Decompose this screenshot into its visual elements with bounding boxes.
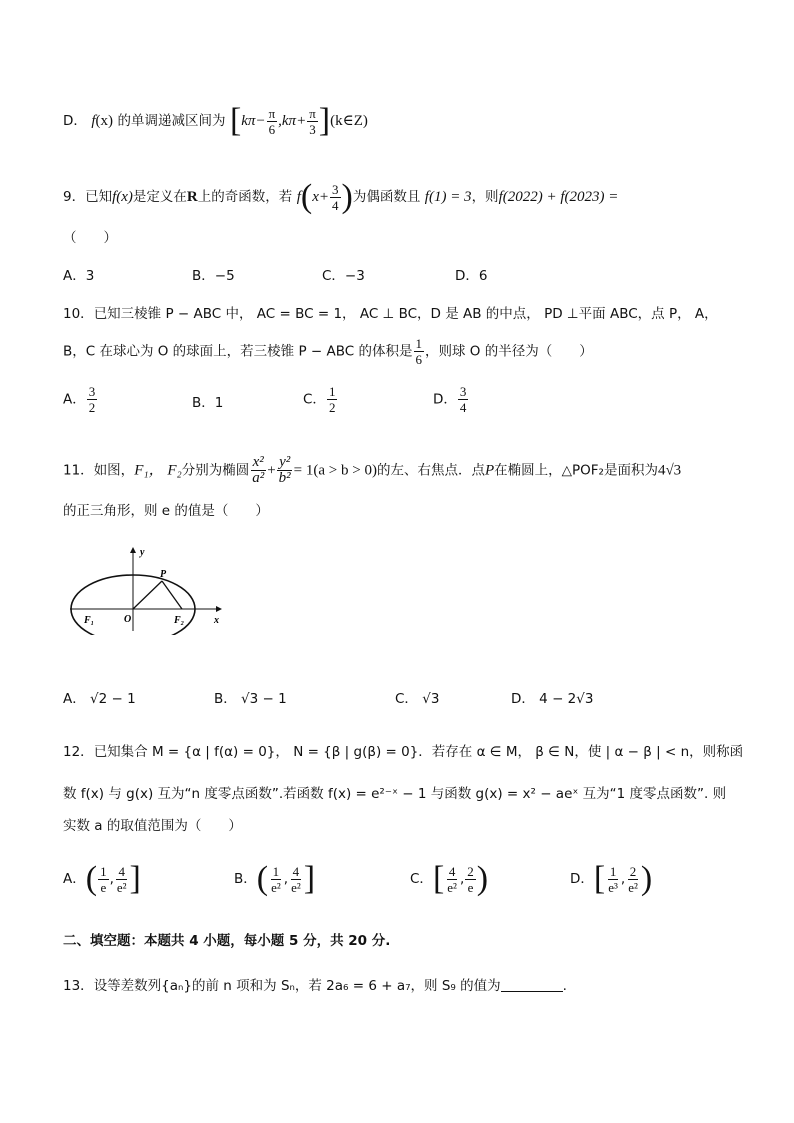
q11-option: D． 4 − 2√3 <box>511 691 594 707</box>
q12-line3: 实数 a 的取值范围为（ ） <box>63 818 242 834</box>
q10-line2: B，C 在球心为 O 的球面上，若三棱锥 P − ABC 的体积是 $\frac{1}{6}$ ，则球 O 的半径为（ ） <box>63 336 593 367</box>
q10-option-a: A． $\frac{3}{2}$ <box>63 384 96 415</box>
section-heading: 二、填空题：本题共 4 小题，每小题 5 分，共 20 分. <box>63 933 391 949</box>
q10-option-d: D． $\frac{3}{4}$ <box>433 384 467 415</box>
q9-option: C．−3 <box>322 268 365 284</box>
q11-option: A． √2 − 1 <box>63 691 136 707</box>
q10-line1: 10．已知三棱锥 P − ABC 中， AC = BC = 1， AC ⊥ BC，D 是 AB 的中点， PD ⊥平面 ABC，点 P， A， <box>63 306 718 322</box>
q11-line2: 的正三角形，则 e 的值是（ ） <box>63 503 269 519</box>
q12-option-d: D．[ $\frac{1}{\text{e³}}$ , $\frac{2}{\text{e²}}$ ) <box>570 860 653 897</box>
q12-option-b: B．( $\frac{1}{\text{e²}}$ , $\frac{4}{\text{e²}}$ ] <box>234 860 316 897</box>
fig-label-f2: F₂ <box>174 615 185 626</box>
q9-option: B．−5 <box>192 268 235 284</box>
q12-option-a: A．( $\frac{1}{e}$ , $\frac{4}{\text{e²}}$ ] <box>63 860 141 897</box>
q11-option: B． √3 − 1 <box>214 691 287 707</box>
q11-figure <box>66 545 226 635</box>
q12-line2: 数 f(x) 与 g(x) 互为“n 度零点函数”.若函数 f(x) = e²⁻ˣ − 1 与函数 g(x) = x² − aeˣ 互为“1 度零点函数”. 则 <box>63 786 727 802</box>
y-axis-arrow-icon <box>130 547 136 553</box>
q12-line1: 12．已知集合 M = {α | f(α) = 0}， N = {β | g(β) = 0}．若存在 α ∈ M， β ∈ N，使 | α − β | < n，则称函 <box>63 744 744 760</box>
q10-option-c: C． $\frac{1}{2}$ <box>303 384 336 415</box>
q12-option-c: C．[ $\frac{4}{\text{e²}}$ , $\frac{2}{e}$ ) <box>410 860 489 897</box>
fig-label-y: y <box>140 547 145 558</box>
fig-label-o: O <box>124 614 132 625</box>
fig-label-x: x <box>214 615 219 626</box>
q8-option-d: D． f(x) 的单调递减区间为 [kπ− $\frac{\pi}{6}$ ,kπ+ $\frac{\pi}{3}$ ](k∈Z) <box>63 102 368 139</box>
q9-paren: （ ） <box>63 230 117 246</box>
segment-pf2 <box>162 581 182 609</box>
q10-option-b: B．1 <box>192 395 224 411</box>
answer-blank[interactable] <box>501 977 563 992</box>
x-axis-arrow-icon <box>216 606 222 612</box>
q9-option: D．6 <box>455 268 488 284</box>
q13: 13．设等差数列{aₙ}的前 n 项和为 Sₙ，若 2a₆ = 6 + a₇，则 S₉ 的值为 . <box>63 978 567 994</box>
fig-label-f1: F₁ <box>84 615 95 626</box>
fig-label-p: P <box>160 569 167 580</box>
segment-op <box>133 581 162 609</box>
q11-line1: 11．如图，F₁， F₂分别为椭圆 $\frac{\text{x²}}{\text{a²}}$ + $\frac{\text{y²}}{\text{b²}}$ = 1(a > b > 0)的左、右焦点．点P在椭圆上，△POF₂是面积为4√3 <box>63 454 682 486</box>
q9-option: A．3 <box>63 268 95 284</box>
q11-option: C． √3 <box>395 691 440 707</box>
q9-stem: 9．已知f(x)是定义在R上的奇函数，若 f(x+ $\frac{3}{4}$ )为偶函数且 f(1) = 3，则f(2022) + f(2023) = <box>63 178 619 215</box>
